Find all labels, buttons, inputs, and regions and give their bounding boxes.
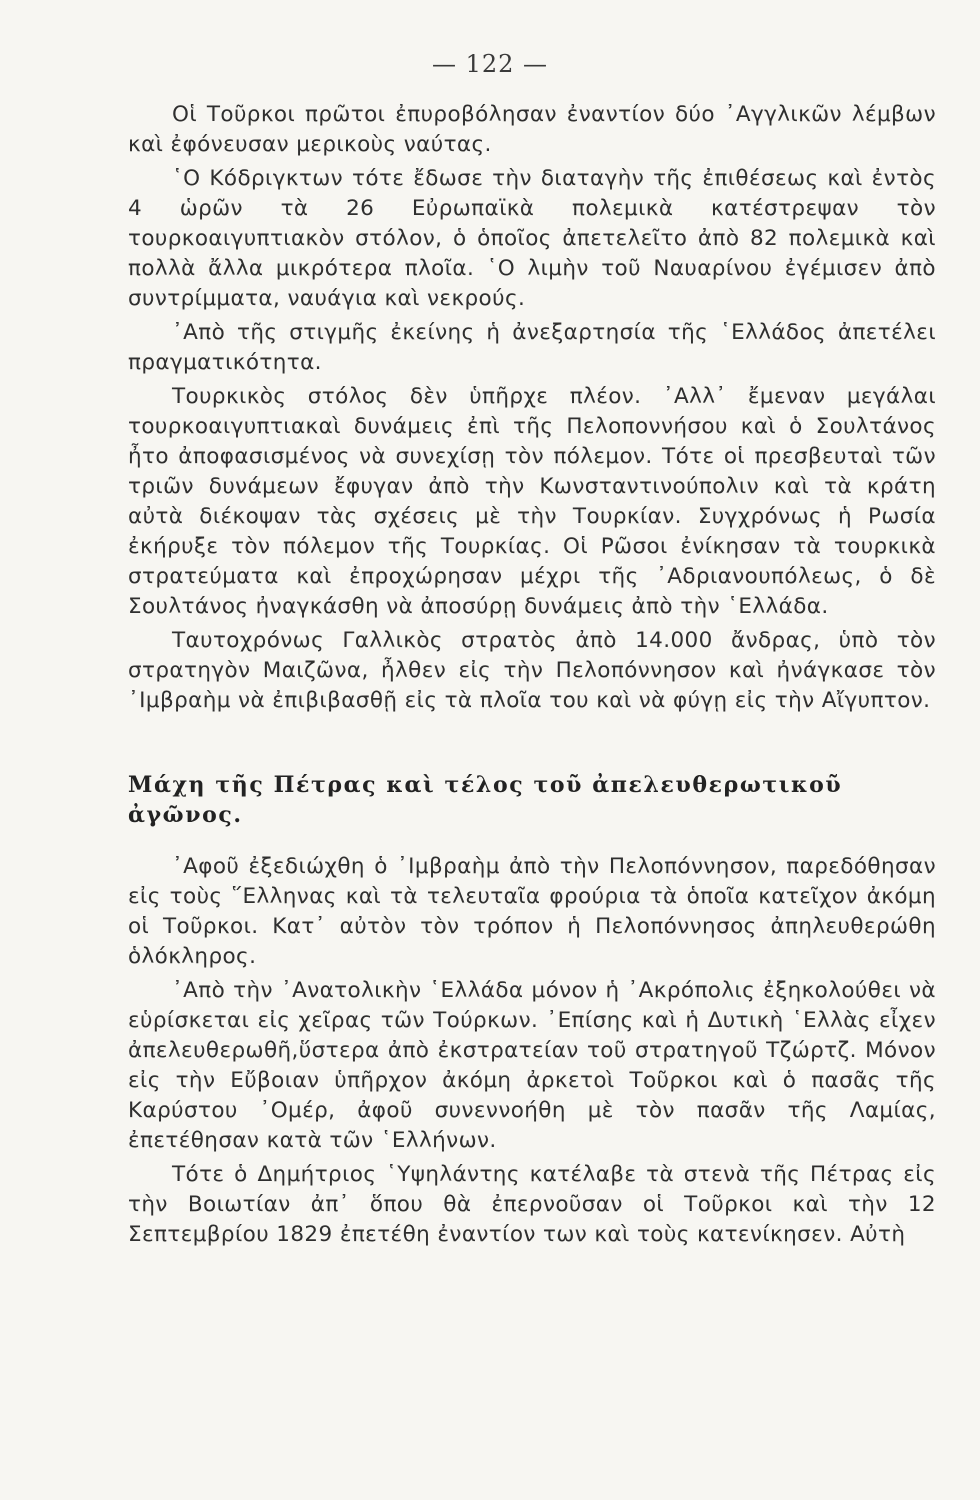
paragraph: ῾Ο Κόδριγκτων τότε ἔδωσε τὴν διαταγὴν τῆς ἐπιθέσεως καὶ ἐντὸς 4 ὡρῶν τὰ 26 Εὐρωπαϊκὰ πολεμικὰ κατέστρεψαν τὸν τουρκοαιγυπτιακὸν στόλον, ὁ ὁποῖος ἀπετελεῖτο ἀπὸ 82 πολεμικὰ καὶ πολλὰ ἄλλα μικρότερα πλοῖα. ῾Ο λιμὴν τοῦ Ναυαρίνου ἐγέμισεν ἀπὸ συντρίμματα, ναυάγια καὶ νεκρούς. bbox=[128, 166, 936, 311]
page-number: — 122 — bbox=[431, 50, 549, 78]
page-body bbox=[128, 100, 936, 1254]
paragraph: Ταυτοχρόνως Γαλλικὸς στρατὸς ἀπὸ 14.000 ἄνδρας, ὑπὸ τὸν στρατηγὸν Μαιζῶνα, ἦλθεν εἰς τὴν Πελοπόννησον καὶ ἠνάγκασε τὸν ᾿Ιμβραὴμ νὰ ἐπιβιβασθῇ εἰς τὰ πλοῖα του καὶ νὰ φύγῃ εἰς τὴν Αἴγυπτον. bbox=[128, 628, 936, 713]
paragraph: Οἱ Τοῦρκοι πρῶτοι ἐπυροβόλησαν ἐναντίον δύο ᾿Αγγλικῶν λέμβων καὶ ἐφόνευσαν μερικοὺς ναύτας. bbox=[128, 102, 936, 157]
paragraph: ᾿Απὸ τὴν ᾿Ανατολικὴν ῾Ελλάδα μόνον ἡ ᾿Ακρόπολις ἐξηκολούθει νὰ εὑρίσκεται εἰς χεῖρας τῶν Τούρκων. ᾿Επίσης καὶ ἡ Δυτικὴ ῾Ελλὰς εἶχεν ἀπελευθερωθῆ,ὕστερα ἀπὸ ἐκστρατείαν τοῦ στρατηγοῦ Τζώρτζ. Μόνον εἰς τὴν Εὔβοιαν ὑπῆρχον ἀκόμη ἀρκετοὶ Τοῦρκοι καὶ ὁ πασᾶς τῆς Καρύστου ᾿Ομέρ, ἀφοῦ συνεννοήθη μὲ τὸν πασᾶν τῆς Λαμίας, ἐπετέθησαν κατὰ τῶν ῾Ελλήνων. bbox=[128, 978, 936, 1153]
section-heading: Μάχη τῆς Πέτρας καὶ τέλος τοῦ ἀπελευθερωτικοῦ ἀγῶνος. bbox=[128, 772, 843, 828]
paragraph: Τότε ὁ Δημήτριος ῾Υψηλάντης κατέλαβε τὰ στενὰ τῆς Πέτρας εἰς τὴν Βοιωτίαν ἀπ᾿ ὅπου θὰ ἐπερνοῦσαν οἱ Τοῦρκοι καὶ τὴν 12 Σεπτεμβρίου 1829 ἐπετέθη ἐναντίον των καὶ τοὺς κατενίκησεν. Αὐτὴ bbox=[128, 1162, 936, 1247]
paragraph: ᾿Αφοῦ ἐξεδιώχθη ὁ ᾿Ιμβραὴμ ἀπὸ τὴν Πελοπόννησον, παρεδόθησαν εἰς τοὺς ῞Ελληνας καὶ τὰ τελευταῖα φρούρια τὰ ὁποῖα κατεῖχον ἀκόμη οἱ Τοῦρκοι. Κατ᾿ αὐτὸν τὸν τρόπον ἡ Πελοπόννησος ἀπηλευθερώθη ὁλόκληρος. bbox=[128, 854, 936, 969]
paragraph: Τουρκικὸς στόλος δὲν ὑπῆρχε πλέον. ᾿Αλλ᾿ ἔμεναν μεγάλαι τουρκοαιγυπτιακαὶ δυνάμεις ἐπὶ τῆς Πελοποννήσου καὶ ὁ Σουλτάνος ἦτο ἀποφασισμένος νὰ συνεχίσῃ τὸν πόλεμον. Τότε οἱ πρεσβευταὶ τῶν τριῶν δυνάμεων ἔφυγαν ἀπὸ τὴν Κωνσταντινούπολιν καὶ τὰ κράτη αὐτὰ διέκοψαν τὰς σχέσεις μὲ τὴν Τουρκίαν. Συγχρόνως ἡ Ρωσία ἐκήρυξε τὸν πόλεμον τῆς Τουρκίας. Οἱ Ρῶσοι ἐνίκησαν τὰ τουρκικὰ στρατεύματα καὶ ἐπροχώρησαν μέχρι τῆς ᾿Αδριανουπόλεως, ὁ δὲ Σουλτάνος ἠναγκάσθη νὰ ἀποσύρῃ δυνάμεις ἀπὸ τὴν ῾Ελλάδα. bbox=[128, 384, 936, 619]
paragraph: ᾿Απὸ τῆς στιγμῆς ἐκείνης ἡ ἀνεξαρτησία τῆς ῾Ελλάδος ἀπετέλει πραγματικότητα. bbox=[128, 320, 936, 375]
